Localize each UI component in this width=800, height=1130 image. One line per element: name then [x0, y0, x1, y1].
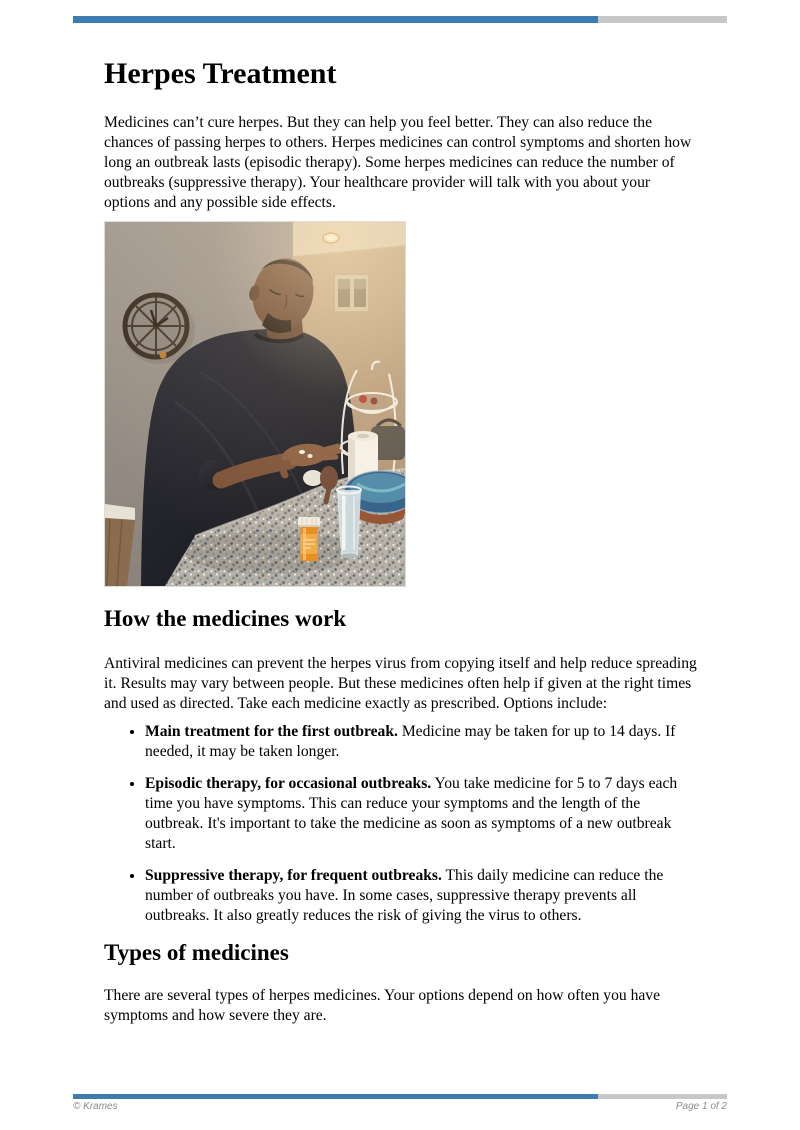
section-heading-types-of-medicines: Types of medicines [104, 940, 289, 965]
footer-rule [73, 1094, 727, 1099]
footer-copyright: © Krames [73, 1101, 118, 1112]
section-heading-how-medicines-work: How the medicines work [104, 606, 347, 631]
bullet-lead: Suppressive therapy, for frequent outbreaks. [145, 867, 442, 884]
bullet-text: You take medicine for 5 to 7 days each time you have symptoms. This can reduce your symptoms and the length of the outbreak. It's important to take the medicine as soon as symptoms of a new outbreak start. [145, 775, 678, 852]
section-paragraph-types: There are several types of herpes medicines. Your options depend on how often you have symptoms and how severe they are. [104, 987, 661, 1024]
article [104, 0, 698, 1026]
bullet-text: This daily medicine can reduce the number of outbreaks you have. In some cases, suppressive therapy prevents all outbreaks. It also greatly reduces the risk of giving the virus to others. [145, 867, 664, 924]
bullet-item-first-outbreak [145, 722, 698, 762]
treatment-options-list [104, 722, 698, 926]
photo-illustration [105, 222, 405, 586]
bullet-text: Medicine may be taken for up to 14 days. If needed, it may be taken longer. [145, 723, 676, 760]
warm-light-overlay [105, 222, 405, 586]
footer-page-number: Page 1 of 2 [675, 1101, 727, 1112]
photo [104, 221, 406, 587]
page-title: Herpes Treatment [104, 57, 337, 90]
intro-paragraph: Medicines can’t cure herpes. But they can help you feel better. They can also reduce the chances of passing herpes to others. Herpes medicines can control symptoms and shorten how long an outbreak lasts (episodic therapy). Some herpes medicines can reduce the number of outbreaks (suppressive therapy). Your healthcare provider will talk with you about your options and any possible side effects. [104, 114, 692, 211]
footer [73, 1101, 727, 1112]
section-paragraph-how: Antiviral medicines can prevent the herpes virus from copying itself and help reduce spreading it. Results may vary between people. But these medicines often help if given at the right times and used as directed. Take each medicine exactly as prescribed. Options include: [104, 655, 697, 712]
bullet-lead: Episodic therapy, for occasional outbreaks. [145, 775, 432, 792]
footer-rule-gray-segment [598, 1094, 727, 1099]
footer-rule-blue-segment [73, 1094, 598, 1099]
bullet-item-suppressive-therapy [145, 866, 698, 926]
bullet-item-episodic-therapy [145, 774, 698, 854]
bullet-lead: Main treatment for the first outbreak. [145, 723, 398, 740]
